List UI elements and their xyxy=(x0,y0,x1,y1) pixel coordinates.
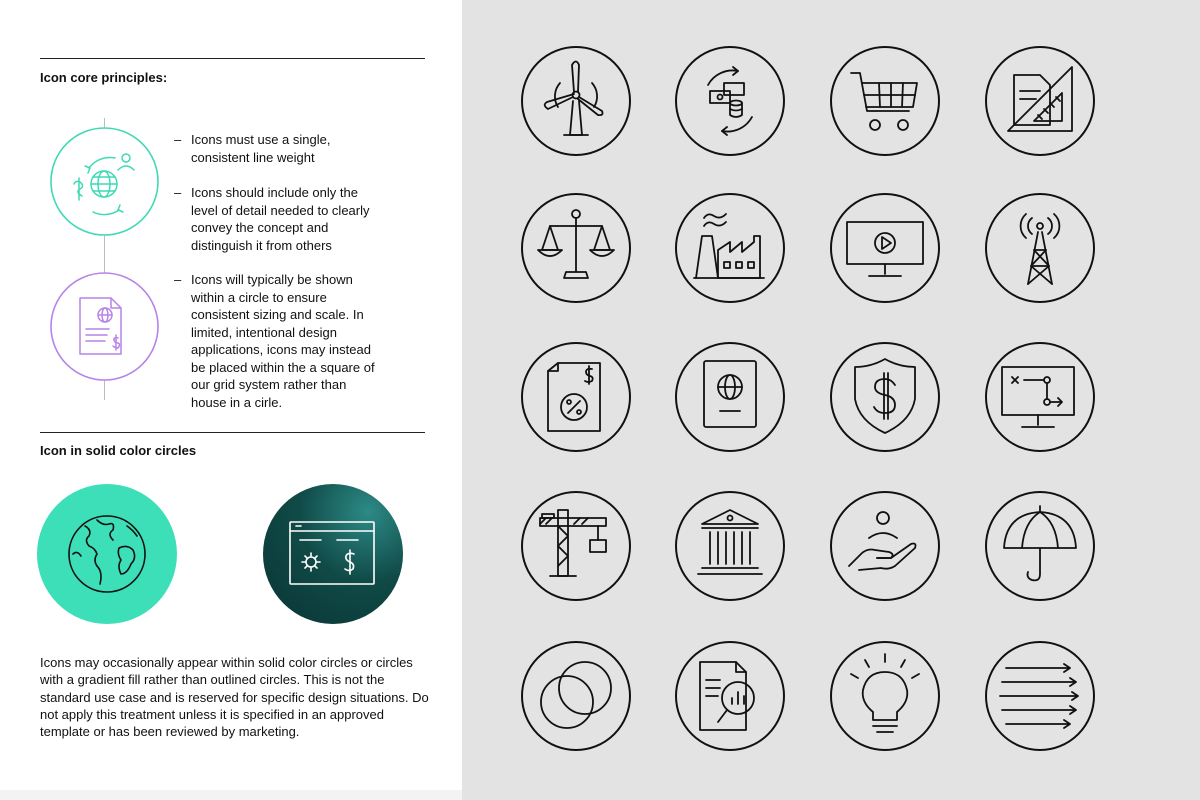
solid-circles-heading: Icon in solid color circles xyxy=(40,443,197,458)
radio-tower-icon xyxy=(984,192,1096,304)
video-monitor-icon xyxy=(829,192,941,304)
icon-cell xyxy=(984,490,1096,602)
icon-cell xyxy=(520,45,632,157)
icon-cell xyxy=(520,640,632,752)
icon-cell xyxy=(984,341,1096,453)
principle-bullet-1: – Icons must use a single, consistent line weight xyxy=(174,132,331,165)
passport-icon xyxy=(674,341,786,453)
strategy-monitor-icon xyxy=(984,341,1096,453)
icon-cell xyxy=(984,640,1096,752)
crane-icon xyxy=(520,490,632,602)
icon-cell xyxy=(829,341,941,453)
overlap-circles-icon xyxy=(520,640,632,752)
currency-exchange-icon xyxy=(674,45,786,157)
icon-cell xyxy=(829,640,941,752)
teal-outline-example-icon xyxy=(49,126,160,237)
purple-outline-example-icon xyxy=(49,271,160,382)
bottom-strip xyxy=(0,790,462,800)
tax-document-icon xyxy=(520,341,632,453)
icon-cell xyxy=(984,192,1096,304)
report-magnifier-icon xyxy=(674,640,786,752)
icon-cell xyxy=(829,490,941,602)
solid-teal-globe-icon xyxy=(37,484,177,624)
solid-circles-paragraph: Icons may occasionally appear within solid color circles or circles with a gradient fill rather than outlined circles. This is not the standard use case and is reserved for specific design situations. Do not apply this treatment unless it is specified in an approved template or has been reviewed by marketing. xyxy=(40,655,429,740)
shield-dollar-icon xyxy=(829,341,941,453)
middle-divider xyxy=(40,432,425,433)
icon-library-panel xyxy=(462,0,1200,800)
factory-icon xyxy=(674,192,786,304)
icon-cell xyxy=(829,192,941,304)
umbrella-icon xyxy=(984,490,1096,602)
hand-person-icon xyxy=(829,490,941,602)
document-ruler-icon xyxy=(984,45,1096,157)
icon-cell xyxy=(984,45,1096,157)
icon-cell xyxy=(674,341,786,453)
arrows-right-icon xyxy=(984,640,1096,752)
icon-cell xyxy=(674,640,786,752)
balance-scale-icon xyxy=(520,192,632,304)
icon-cell xyxy=(674,490,786,602)
top-divider xyxy=(40,58,425,59)
icon-cell xyxy=(520,341,632,453)
guidelines-panel xyxy=(0,0,462,800)
icon-cell xyxy=(829,45,941,157)
gradient-browser-icon xyxy=(263,484,403,624)
icon-cell xyxy=(674,45,786,157)
principle-bullet-3: – Icons will typically be shown within a circle to ensure consistent sizing and scale. In limited, intentional design applications, icons may instead be placed within the a square of our grid system rather than house in a cirle. xyxy=(174,272,375,410)
bank-icon xyxy=(674,490,786,602)
wind-turbine-icon xyxy=(520,45,632,157)
shopping-cart-icon xyxy=(829,45,941,157)
icon-cell xyxy=(520,192,632,304)
lightbulb-icon xyxy=(829,640,941,752)
icon-cell xyxy=(674,192,786,304)
icon-cell xyxy=(520,490,632,602)
principle-bullet-2: – Icons should include only the level of detail needed to clearly convey the concept and distinguish it from others xyxy=(174,185,370,253)
principles-heading: Icon core principles: xyxy=(40,70,168,85)
